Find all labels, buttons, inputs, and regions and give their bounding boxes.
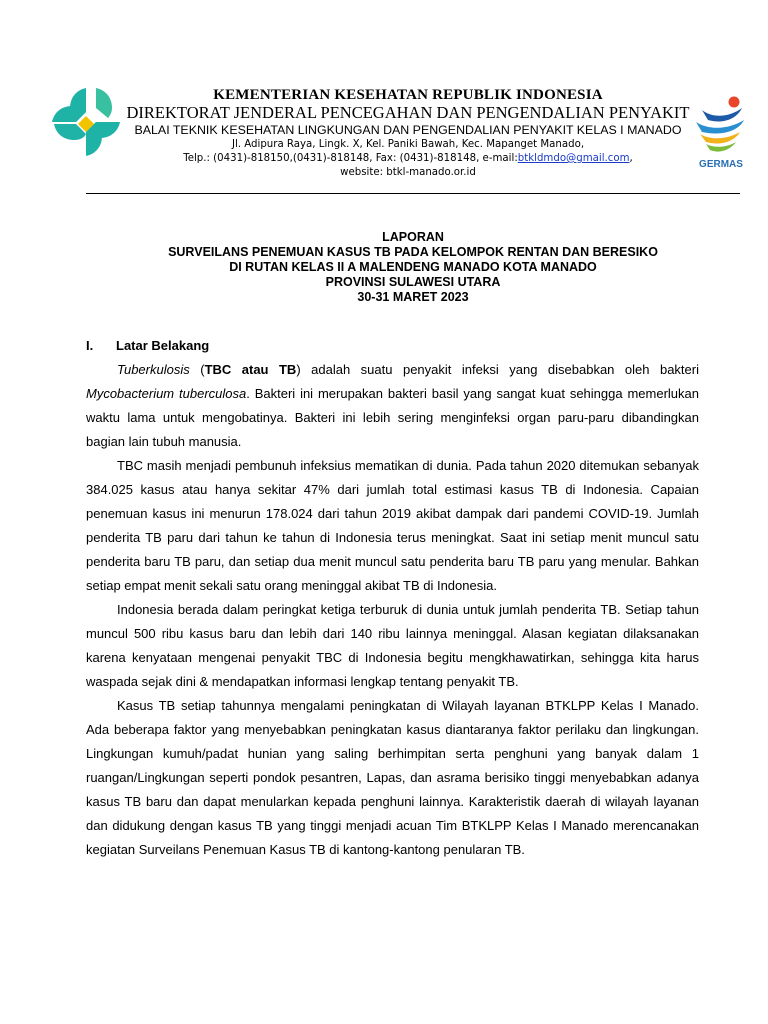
germas-logo	[690, 92, 752, 180]
report-title	[86, 230, 740, 305]
section-number: I.	[86, 338, 94, 353]
contact-suffix: ,	[629, 153, 633, 164]
term-mycobacterium: Mycobacterium tuberculosa	[86, 385, 247, 401]
paragraph-1	[86, 358, 699, 454]
contact-line	[124, 152, 692, 166]
website: website: btkl-manado.or.id	[340, 167, 476, 178]
p1-text-a: (	[189, 362, 205, 377]
address: Jl. Adipura Raya, Lingk. X, Kel. Paniki Bawah, Kec. Mapanget Manado,	[231, 139, 585, 150]
phone-fax: Telp.: (0431)-818150,(0431)-818148, Fax: (0431)-818148, e-mail:	[183, 153, 518, 164]
balai-name: BALAI TEKNIK KESEHATAN LINGKUNGAN DAN PENGENDALIAN PENYAKIT KELAS I MANADO	[134, 123, 682, 137]
letterhead-divider	[86, 193, 740, 194]
title-line-5: 30-31 MARET 2023	[357, 290, 469, 304]
term-tbc: TBC atau TB	[204, 362, 297, 377]
title-line-2: SURVEILANS PENEMUAN KASUS TB PADA KELOMPOK RENTAN DAN BERESIKO	[168, 245, 658, 259]
title-line-1: LAPORAN	[382, 230, 444, 244]
title-line-4: PROVINSI SULAWESI UTARA	[325, 275, 501, 289]
title-line-3: DI RUTAN KELAS II A MALENDENG MANADO KOTA MANADO	[229, 260, 597, 274]
p1-text-c: . Bakteri ini merupakan bakteri basil yang sangat kuat sehingga memerlukan waktu lama untuk mengobatinya. Bakteri ini lebih sering menginfeksi organ paru-paru dibandingkan bagian lain tubuh manusia.	[86, 385, 699, 449]
p1-text-b: ) adalah suatu penyakit infeksi yang disebabkan oleh bakteri	[296, 362, 699, 377]
germas-figure-icon	[690, 92, 752, 158]
section-title: Latar Belakang	[116, 338, 210, 353]
ministry-name: KEMENTERIAN KESEHATAN REPUBLIK INDONESIA	[213, 87, 603, 103]
kemenkes-logo-icon	[50, 84, 122, 160]
paragraph-4: Kasus TB setiap tahunnya mengalami peningkatan di Wilayah layanan BTKLPP Kelas I Manado. Ada beberapa faktor yang menyebabkan peningkatan kasus diantaranya faktor perilaku dan lingkungan. Lingkungan kumuh/padat hunian yang saling berhimpitan serta penghuni yang banyak dalam 1 ruangan/Lingkungan seperti pondok pesantren, Lapas, dan asrama berisiko tinggi menyebabkan adanya kasus TB baru dan dapat menularkan kepada penghuni lainnya. Karakteristik daerah di wilayah layanan dan didukung dengan kasus TB yang tinggi menjadi acuan Tim BTKLPP Kelas I Manado merencanakan kegiatan Surveilans Penemuan Kasus TB di kantong-kantong penularan TB.	[86, 698, 699, 857]
section-heading	[86, 338, 706, 354]
paragraph-3: Indonesia berada dalam peringkat ketiga terburuk di dunia untuk jumlah penderita TB. Setiap tahun muncul 500 ribu kasus baru dan lebih dari 140 ribu lainnya meninggal. Alasan kegiatan dilaksanakan karena kenyataan mengenai penyakit TBC di Indonesia begitu mengkhawatirkan, sehingga kita harus waspada sejak dini & mendapatkan informasi lengkap tentang penyakit TB.	[86, 602, 699, 689]
letterhead-text	[124, 86, 692, 180]
directorate-name: DIREKTORAT JENDERAL PENCEGAHAN DAN PENGENDALIAN PENYAKIT	[126, 103, 690, 122]
email-link[interactable]: btkldmdo@gmail.com	[517, 153, 630, 164]
letterhead	[0, 0, 768, 200]
term-tuberkulosis: Tuberkulosis	[117, 362, 190, 377]
germas-label: GERMAS	[699, 159, 743, 170]
section-body	[86, 358, 699, 862]
paragraph-2: TBC masih menjadi pembunuh infeksius mematikan di dunia. Pada tahun 2020 ditemukan sebanyak 384.025 kasus atau hanya sekitar 47% dari jumlah total estimasi kasus TB di Indonesia. Capaian penemuan kasus ini menurun 178.024 dari tahun 2019 akibat dampak dari pandemi COVID-19. Jumlah penderita TB paru dari tahun ke tahun di Indonesia terus meningkat. Saat ini setiap menit muncul satu penderita baru TB paru, dan setiap dua menit muncul satu penderita baru TB paru yang menular. Bahkan setiap empat menit sekali satu orang meninggal akibat TB di Indonesia.	[86, 458, 699, 593]
